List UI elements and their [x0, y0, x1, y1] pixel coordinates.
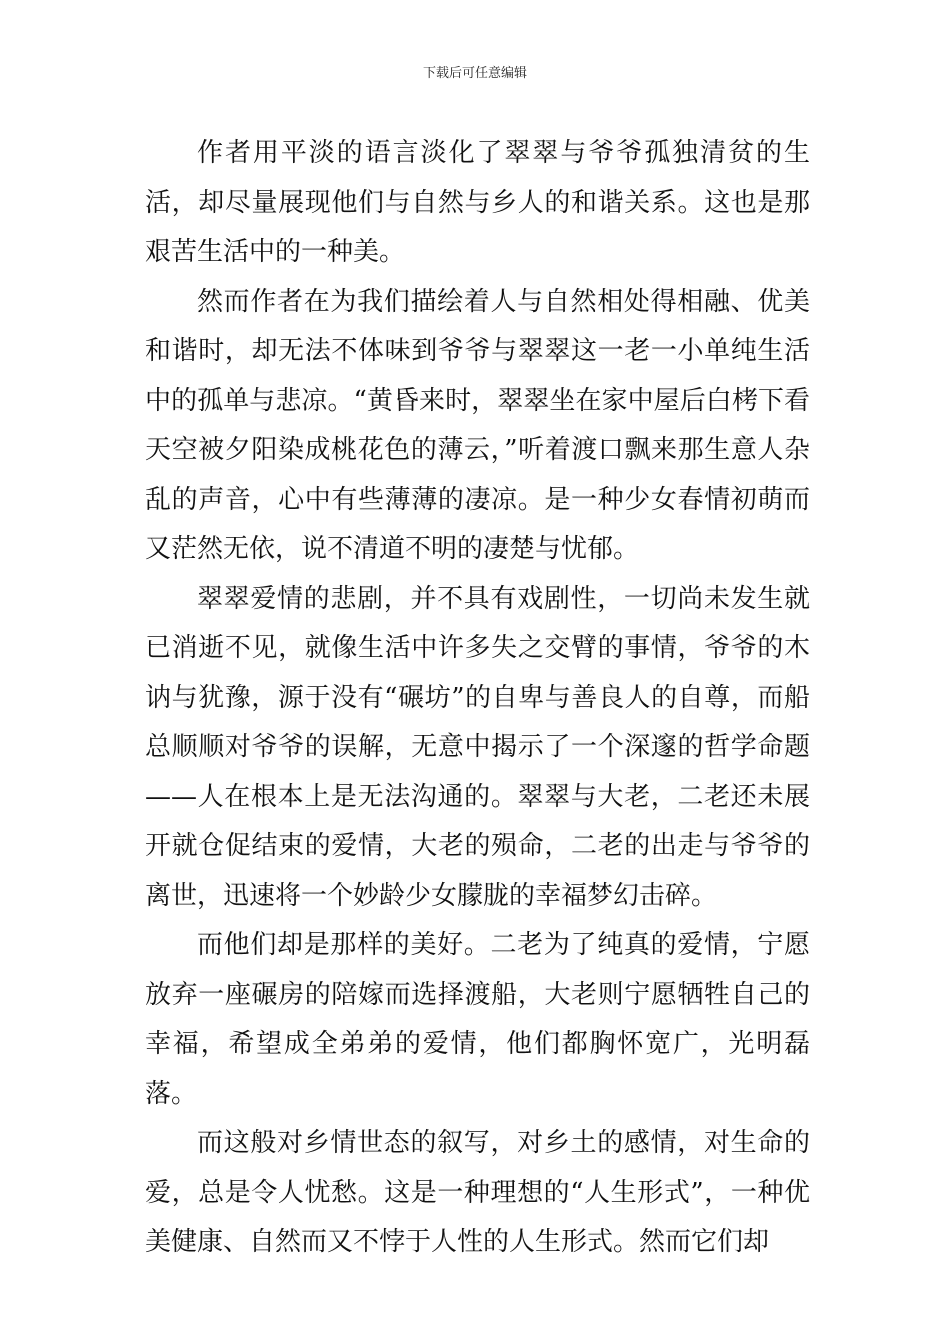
paragraph-2: 然而作者在为我们描绘着人与自然相处得相融、优美和谐时，却无法不体味到爷爷与翠翠这一老一小单纯生活中的孤单与悲凉。“黄昏来时，翠翠坐在家中屋后白栲下看天空被夕阳染成桃花色的薄云，”听着渡口飘来那生意人杂乱的声音，心中有些薄薄的凄凉。是一种少女春情初萌而又茫然无依，说不清道不明的凄楚与忧郁。	[145, 286, 810, 564]
page-header: 下载后可任意编辑	[422, 66, 527, 81]
paragraph-3: 翠翠爱情的悲剧，并不具有戏剧性，一切尚未发生就已消逝不见，就像生活中许多失之交臂的事情，爷爷的木讷与犹豫，源于没有“碾坊”的自卑与善良人的自尊，而船总顺顺对爷爷的误解，无意中揭示了一个深邃的哲学命题——人在根本上是无法沟通的。翠翠与大老，二老还未展开就仓促结束的爱情，大老的殒命，二老的出走与爷爷的离世，迅速将一个妙龄少女朦胧的幸福梦幻击碎。	[145, 583, 810, 911]
paragraph-1: 作者用平淡的语言淡化了翠翠与爷爷孤独清贫的生活，却尽量展现他们与自然与乡人的和谐关系。这也是那艰苦生活中的一种美。	[145, 138, 810, 267]
paragraph-4: 而他们却是那样的美好。二老为了纯真的爱情，宁愿放弃一座碾房的陪嫁而选择渡船，大老则宁愿牺牲自己的幸福，希望成全弟弟的爱情，他们都胸怀宽广，光明磊落。	[145, 930, 810, 1109]
paragraph-5: 而这般对乡情世态的叙写，对乡土的感情，对生命的爱，总是令人忧愁。这是一种理想的“人生形式”，一种优美健康、自然而又不悖于人性的人生形式。然而它们却	[145, 1128, 810, 1257]
body-text	[145, 129, 810, 1268]
